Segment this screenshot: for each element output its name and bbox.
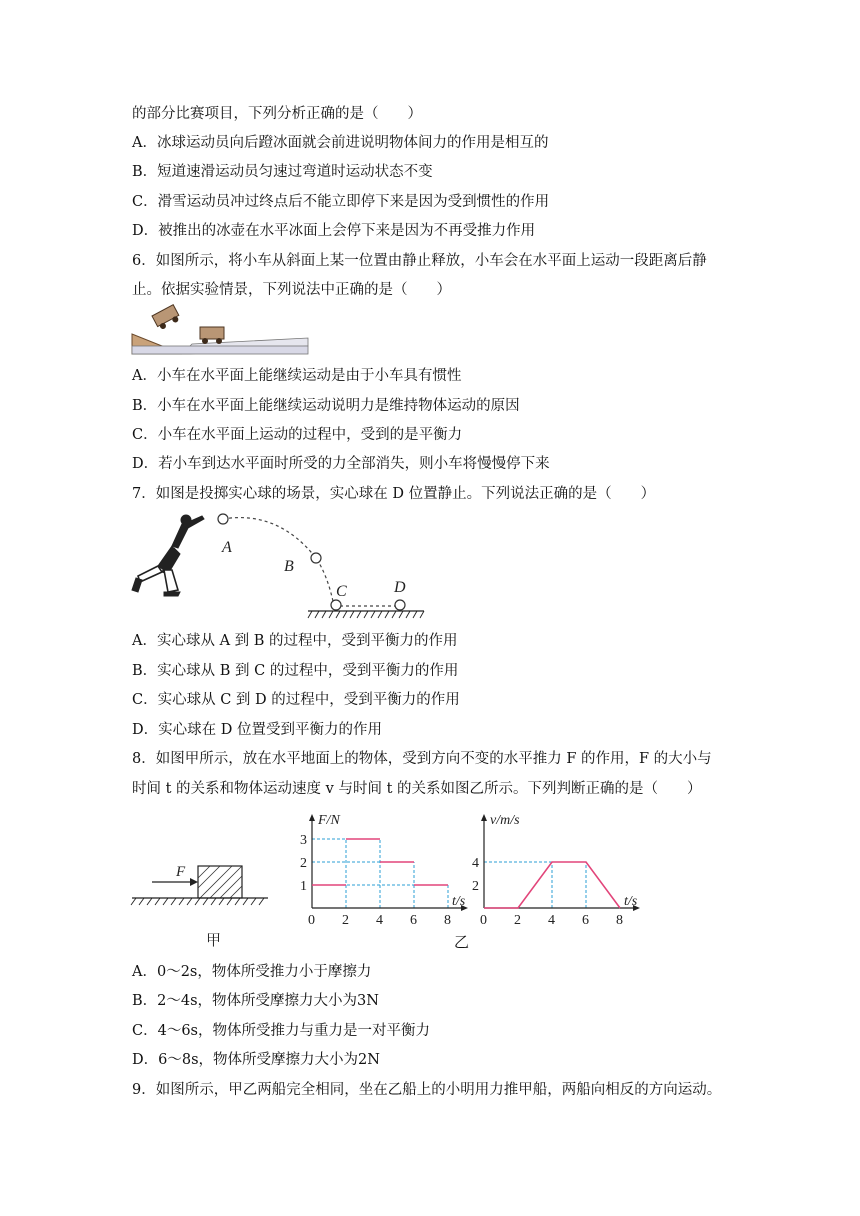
ball-at-a: [218, 514, 228, 524]
force-arrowhead-icon: [190, 878, 198, 886]
q5-option-c[interactable]: C．滑雪运动员冲过终点后不能立即停下来是因为受到惯性的作用: [132, 194, 550, 210]
x-tick-label: 2: [342, 913, 349, 928]
velocity-time-chart: [464, 808, 638, 928]
q6-option-c[interactable]: C．小车在水平面上运动的过程中，受到的是平衡力: [132, 427, 463, 443]
x-tick-label: 6: [582, 913, 589, 928]
ball-trajectory: [223, 518, 398, 606]
q7-option-a[interactable]: A．实心球从 A 到 B 的过程中，受到平衡力的作用: [132, 633, 458, 649]
x-axis-label: t/s: [624, 894, 638, 909]
x-tick-label: 8: [616, 913, 623, 928]
cart-on-slope-icon: [152, 305, 181, 331]
y-tick-label: 2: [300, 856, 307, 871]
q5-option-a[interactable]: A．冰球运动员向后蹬冰面就会前进说明物体间力的作用是相互的: [132, 135, 549, 151]
label-a: A: [222, 539, 232, 556]
q8-option-d[interactable]: D．6～8s，物体所受摩擦力大小为2N: [132, 1052, 380, 1068]
caption-jia: 甲: [206, 931, 222, 949]
y-axis-label: v/m/s: [490, 813, 520, 828]
y-axis-label: F/N: [318, 813, 340, 828]
q6-option-a[interactable]: A．小车在水平面上能继续运动是由于小车具有惯性: [132, 368, 462, 384]
q8-option-a[interactable]: A．0～2s，物体所受推力小于摩擦力: [132, 964, 372, 980]
ball-at-d: [395, 600, 405, 610]
x-tick-label: 6: [410, 913, 417, 928]
x-tick-label: 4: [376, 913, 383, 928]
caption-yi: 乙: [454, 933, 470, 951]
force-time-chart: [292, 808, 466, 928]
x-axis-label: t/s: [452, 894, 466, 909]
athlete-figure-icon: [132, 515, 204, 596]
q7-stem: 7．如图是投掷实心球的场景，实心球在 D 位置静止。下列说法正确的是（ ）: [132, 486, 656, 502]
q8-stem-line-1: 8．如图甲所示，放在水平地面上的物体，受到方向不变的水平推力 F 的作用，F 的大小与: [132, 751, 712, 767]
x-tick-label: 2: [514, 913, 521, 928]
force-label: F: [176, 864, 186, 880]
label-d: D: [394, 579, 406, 596]
y-tick-label: 1: [300, 879, 307, 894]
q8-figure-jia: [128, 812, 278, 952]
q7-option-b[interactable]: B．实心球从 B 到 C 的过程中，受到平衡力的作用: [132, 663, 459, 679]
x-tick-label: 0: [480, 913, 487, 928]
label-c: C: [336, 583, 347, 600]
q5-option-b[interactable]: B．短道速滑运动员匀速过弯道时运动状态不变: [132, 164, 433, 180]
label-b: B: [284, 558, 294, 575]
cart-on-flat-icon: [200, 327, 224, 344]
x-tick-label: 8: [444, 913, 451, 928]
q6-option-b[interactable]: B．小车在水平面上能继续运动说明力是维持物体运动的原因: [132, 398, 520, 414]
q7-option-d[interactable]: D．实心球在 D 位置受到平衡力的作用: [132, 722, 382, 738]
y-tick-label: 4: [472, 856, 479, 871]
track-board: [132, 346, 308, 354]
q7-option-c[interactable]: C．实心球从 C 到 D 的过程中，受到平衡力的作用: [132, 692, 460, 708]
y-axis-arrow-icon: [481, 814, 487, 821]
q8-option-c[interactable]: C．4～6s，物体所受推力与重力是一对平衡力: [132, 1023, 430, 1039]
ground-hatch: [308, 611, 424, 618]
q8-option-b[interactable]: B．2～4s，物体所受摩擦力大小为3N: [132, 993, 379, 1009]
q6-incline-figure: [130, 310, 320, 360]
y-tick-label: 2: [472, 879, 479, 894]
q5-stem-tail: 的部分比赛项目，下列分析正确的是（ ）: [132, 106, 422, 122]
x-tick-label: 4: [548, 913, 555, 928]
y-axis-arrow-icon: [309, 814, 315, 821]
q8-stem-line-2: 时间 t 的关系和物体运动速度 v 与时间 t 的关系如图乙所示。下列判断正确的是（ ）: [132, 781, 702, 797]
q9-stem: 9．如图所示，甲乙两船完全相同，坐在乙船上的小明用力推甲船，两船向相反的方向运动。: [132, 1082, 722, 1098]
q6-option-d[interactable]: D．若小车到达水平面时所受的力全部消失，则小车将慢慢停下来: [132, 456, 550, 472]
ball-at-b: [311, 553, 321, 563]
ground-hatch: [131, 898, 264, 905]
q6-stem-line-2: 止。依据实验情景，下列说法中正确的是（ ）: [132, 282, 451, 298]
x-tick-label: 0: [308, 913, 315, 928]
y-tick-label: 3: [300, 833, 307, 848]
q6-stem-line-1: 6．如图所示，将小车从斜面上某一位置由静止释放，小车会在水平面上运动一段距离后静: [132, 253, 707, 269]
ball-at-c: [331, 600, 341, 610]
q5-option-d[interactable]: D．被推出的冰壶在水平冰面上会停下来是因为不再受推力作用: [132, 223, 536, 239]
q7-throw-figure: [128, 508, 428, 620]
